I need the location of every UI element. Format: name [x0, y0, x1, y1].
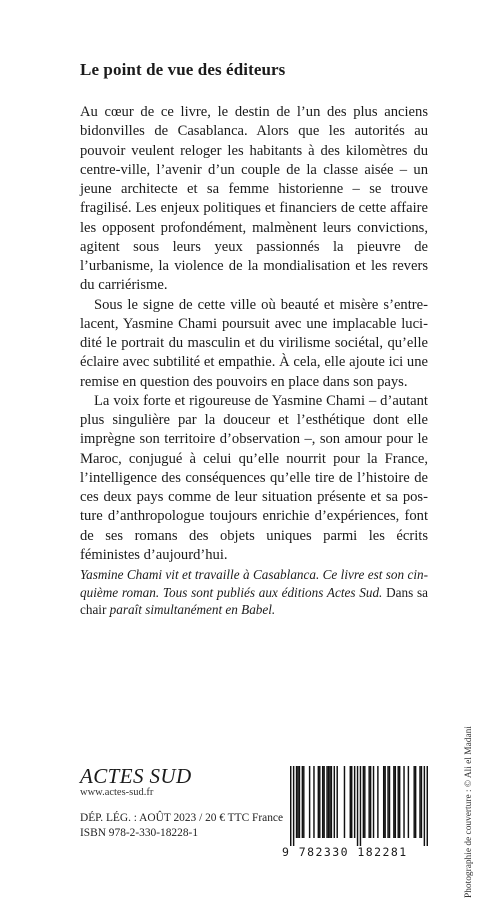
barcode-bar	[360, 766, 361, 846]
barcode-bar	[326, 766, 327, 838]
barcode-bar	[351, 766, 352, 838]
barcode-bar	[389, 766, 390, 838]
barcode-bar	[427, 766, 428, 846]
barcode-bar	[383, 766, 384, 838]
barcode-bar	[419, 766, 420, 838]
blurb-paragraph-2: Sous le signe de cette ville où beauté et misère s’entrelacent, Yasmine Chami poursuit avec une implacable lucidité le portrait du masculin et du virilisme sociétal, qu’elle éclaire avec subtilité et empathie. À cela, elle ajoute ici une remise en question des pouvoirs en place dans son pays.	[80, 296, 428, 390]
barcode-bar	[408, 766, 409, 838]
barcode-bar	[387, 766, 388, 838]
blurb-paragraph-3: La voix forte et rigoureuse de Yasmine Chami – d’autant plus singulière par la douceur et l’esthétique dont elle imprègne son territoire d’observation –, son amour pour le Maroc, conjugué à celui qu’elle nourrit pour la France, l’intelligence des conséquences qu’elle tire de l’histoire de ces deux pays comme de leur situation présente et sa posture d’anthropologue toujours enrichie d’expériences, font de ses romans des objets uniques parmi les écrits féministes d’aujourd’hui.	[80, 392, 428, 563]
barcode-bar	[364, 766, 365, 838]
publisher-website: www.actes-sud.fr	[80, 787, 154, 798]
isbn: ISBN 978-2-330-18228-1	[80, 827, 199, 839]
barcode-bar	[293, 766, 294, 846]
bio-italic-text: Yasmine Chami vit et travaille à Casablanca. Ce livre est son cinquième roman. Tous sont publiés aux éditions Actes Sud.	[80, 567, 428, 600]
barcode-bar	[424, 766, 425, 846]
barcode-bar	[377, 766, 378, 838]
barcode-bar	[363, 766, 364, 838]
barcode-bar	[302, 766, 303, 838]
publisher-logo: ACTES SUD	[80, 764, 192, 788]
publisher-blurb	[80, 103, 428, 565]
barcode-bar	[328, 766, 329, 838]
photo-credit: Photographie de couverture : © Ali el Madani	[464, 726, 474, 898]
barcode-bar	[318, 766, 319, 838]
barcode-bar	[350, 766, 351, 838]
barcode-bar	[329, 766, 330, 838]
barcode-bar	[397, 766, 398, 838]
bio-italic-text-end: paraît simultanément en Babel.	[109, 602, 276, 617]
barcode-bar	[303, 766, 304, 838]
barcode-bar	[322, 766, 323, 838]
barcode-bar	[297, 766, 298, 838]
section-heading: Le point de vue des éditeurs	[80, 60, 286, 79]
barcode-bar	[399, 766, 400, 838]
barcode-bar	[368, 766, 369, 838]
barcode-bar	[393, 766, 394, 838]
blurb-paragraph-1: Au cœur de ce livre, le destin de l’un des plus anciens bidonvilles de Casablanca. Alors que les autorités au pouvoir veulent reloger les habitants à des kilomètres du centre-ville, l’avenir d’un couple de la classe aisée – un jeune architecte et sa femme historienne – se trouve fragilisé. Les enjeux politiques et financiers de cette affaire les opposent profondément, malmènent leurs convictions, agitent sous leurs yeux passionnés la pieuvre de l’urbanisme, la violence de la mondialisation et les revers du carriérisme.	[80, 104, 428, 294]
bio-roman-text: Dans sa chair	[80, 584, 429, 617]
barcode-digits: 9 782330 182281	[282, 845, 408, 859]
barcode-bar	[395, 766, 396, 838]
barcode-bar	[290, 766, 291, 846]
barcode-bar	[421, 766, 422, 838]
barcode-bar	[313, 766, 314, 838]
barcode-bar	[309, 766, 310, 838]
barcode-bar	[331, 766, 332, 838]
barcode-bar	[415, 766, 416, 838]
barcode-bar	[370, 766, 371, 838]
barcode-bar	[334, 766, 335, 838]
barcode-bar	[296, 766, 297, 838]
barcode-bar	[323, 766, 324, 838]
legal-info	[80, 811, 283, 841]
barcode-bar	[384, 766, 385, 838]
barcode-bar	[344, 766, 345, 838]
author-bio	[80, 566, 428, 619]
barcode-bar	[357, 766, 358, 846]
barcode-bar	[319, 766, 320, 838]
barcode-bar	[413, 766, 414, 838]
barcode-bar	[403, 766, 404, 838]
isbn-barcode	[282, 766, 432, 859]
barcode-bar	[299, 766, 300, 838]
barcode-bar	[336, 766, 337, 838]
barcode-bars	[290, 766, 428, 846]
barcode-bar	[354, 766, 355, 838]
barcode-bar	[373, 766, 374, 838]
legal-deposit-price: DÉP. LÉG. : AOÛT 2023 / 20 € TTC France	[80, 812, 284, 824]
